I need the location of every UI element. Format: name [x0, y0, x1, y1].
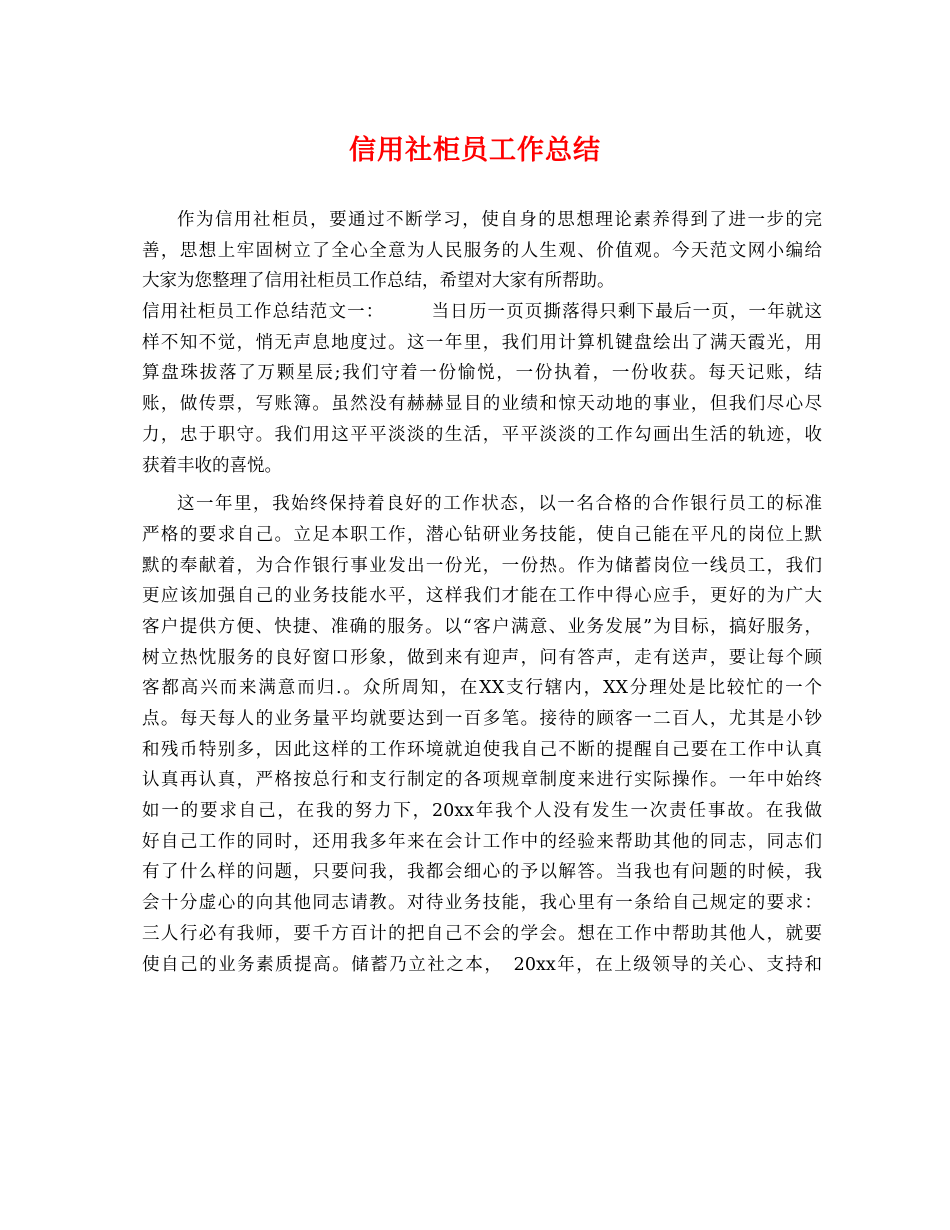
text-line: 严格的要求自己。立足本职工作，潜心钻研业务技能，使自己能在平凡的岗位上默	[142, 524, 822, 545]
paragraph-intro	[142, 205, 822, 297]
text-line: 大家为您整理了信用社柜员工作总结，希望对大家有所帮助。	[142, 271, 615, 292]
document-title: 信用社柜员工作总结	[349, 135, 601, 166]
text-line: 认真再认真，严格按总行和支行制定的各项规章制度来进行实际操作。一年中始终	[142, 770, 822, 791]
text-line: 会十分虚心的向其他同志请教。对待业务技能，我心里有一条给自己规定的要求：	[142, 893, 822, 914]
document-body	[142, 205, 822, 980]
text-line: 客户提供方便、快捷、准确的服务。以“客户满意、业务发展”为目标，搞好服务，	[142, 616, 822, 637]
text-line: 默的奉献着，为合作银行事业发出一份光，一份热。作为储蓄岗位一线员工，我们	[142, 555, 822, 576]
text-line: 这一年里，我始终保持着良好的工作状态，以一名合格的合作银行员工的标准	[177, 494, 822, 515]
paragraph-work-status	[142, 489, 822, 980]
text-line: 使自己的业务素质提高。储蓄乃立社之本， 20xx年，在上级领导的关心、支持和	[142, 954, 822, 975]
text-line: 和残币特别多，因此这样的工作环境就迫使我自己不断的提醒自己要在工作中认真	[142, 739, 822, 760]
text-line: 如一的要求自己，在我的努力下，20xx年我个人没有发生一次责任事故。在我做	[142, 801, 822, 822]
text-line: 算盘珠拔落了万颗星辰;我们守着一份愉悦，一份执着，一份收获。每天记账，结	[142, 363, 822, 384]
text-line: 点。每天每人的业务量平均就要达到一百多笔。接待的顾客一二百人，尤其是小钞	[142, 709, 822, 729]
text-line: 账，做传票，写账簿。虽然没有赫赫显目的业绩和惊天动地的事业，但我们尽心尽	[142, 394, 822, 415]
text-line: 客都高兴而来满意而归.。众所周知，在XX支行辖内，XX分理处是比较忙的一个	[142, 678, 822, 699]
text-line: 作为信用社柜员，要通过不断学习，使自身的思想理论素养得到了进一步的完	[177, 210, 822, 230]
text-line: 三人行必有我师，要千方百计的把自己不会的学会。想在工作中帮助其他人，就要	[142, 923, 822, 944]
text-line: 样不知不觉，悄无声息地度过。这一年里，我们用计算机键盘绘出了满天霞光，用	[142, 332, 822, 353]
text-line: 树立热忱服务的良好窗口形象，做到来有迎声，问有答声，走有送声，要让每个顾	[142, 647, 822, 668]
text-line: 好自己工作的同时，还用我多年来在会计工作中的经验来帮助其他的同志，同志们	[142, 831, 822, 852]
text-line: 力，忠于职守。我们用这平平淡淡的生活，平平淡淡的工作勾画出生活的轨迹，收	[142, 424, 822, 445]
paragraph-gap	[142, 481, 822, 489]
text-line: 获着丰收的喜悦。	[142, 455, 282, 476]
text-line: 更应该加强自己的业务技能水平，这样我们才能在工作中得心应手，更好的为广大	[142, 586, 822, 607]
text-line: 信用社柜员工作总结范文一： 当日历一页页撕落得只剩下最后一页，一年就这	[142, 302, 822, 323]
text-line: 有了什么样的问题，只要问我，我都会细心的予以解答。当我也有问题的时候，我	[142, 862, 822, 883]
text-line: 善，思想上牢固树立了全心全意为人民服务的人生观、价值观。今天范文网小编给	[142, 240, 822, 261]
paragraph-sample-one	[142, 297, 822, 481]
